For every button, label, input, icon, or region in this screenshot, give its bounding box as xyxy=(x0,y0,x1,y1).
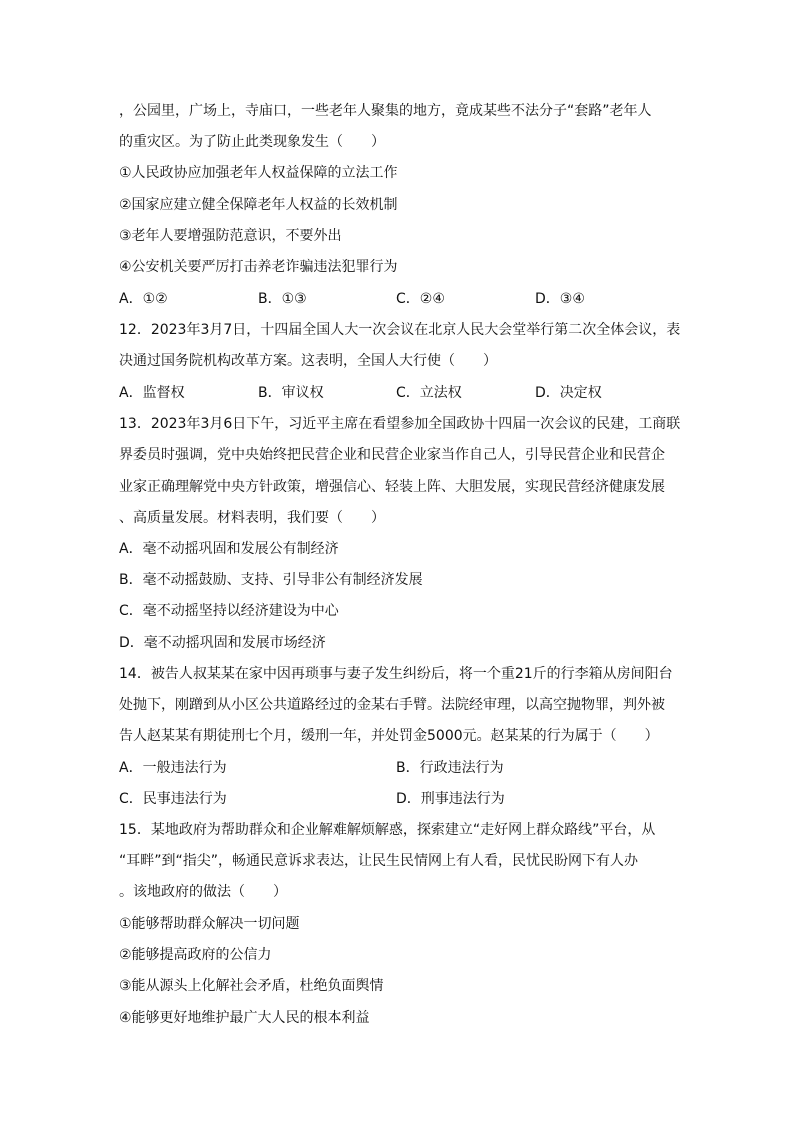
q14-stem-line-1: 14．被告人叔某某在家中因再琐事与妻子发生纠纷后，将一个重21斤的行李箱从房间阳台 xyxy=(119,666,673,682)
q14-option-c: C．民事违法行为 xyxy=(119,791,227,807)
q14-option-d: D．刑事违法行为 xyxy=(396,791,505,807)
q13-option-b: B．毫不动摇鼓励、支持、引导非公有制经济发展 xyxy=(119,572,423,588)
q11-stem-line-2: 的重灾区。为了防止此类现象发生（ ） xyxy=(119,134,385,150)
q14-option-b: B．行政违法行为 xyxy=(396,760,504,776)
q11-option-a: A．①② xyxy=(119,291,168,307)
q11-item-1: ①人民政协应加强老年人权益保障的立法工作 xyxy=(119,165,398,181)
q13-stem-line-3: 业家正确理解党中央方针政策，增强信心、轻装上阵、大胆发展，实现民营经济健康发展 xyxy=(119,479,665,495)
q12-option-a: A．监督权 xyxy=(119,385,185,401)
q11-stem-line-1: ，公园里，广场上，寺庙口，一些老年人聚集的地方，竟成某些不法分子“套路”老年人 xyxy=(119,103,652,119)
q12-option-d: D．决定权 xyxy=(535,385,602,401)
q11-option-b: B．①③ xyxy=(258,291,307,307)
q15-stem-line-1: 15．某地政府为帮助群众和企业解难解烦解惑，探索建立“走好网上群众路线”平台，从 xyxy=(119,822,656,838)
q15-item-2: ②能够提高政府的公信力 xyxy=(119,947,272,963)
q13-option-c: C．毫不动摇坚持以经济建设为中心 xyxy=(119,603,339,619)
q11-item-4: ④公安机关要严厉打击养老诈骗违法犯罪行为 xyxy=(119,259,398,275)
q13-option-a: A．毫不动摇巩固和发展公有制经济 xyxy=(119,541,339,557)
q11-option-d: D．③④ xyxy=(535,291,585,307)
q11-item-3: ③老年人要增强防范意识，不要外出 xyxy=(119,228,342,244)
q12-stem-line-2: 决通过国务院机构改革方案。这表明，全国人大行使（ ） xyxy=(119,353,497,369)
q14-option-a: A．一般违法行为 xyxy=(119,760,227,776)
q11-item-2: ②国家应建立健全保障老年人权益的长效机制 xyxy=(119,197,398,213)
q11-option-c: C．②④ xyxy=(396,291,445,307)
q15-item-1: ①能够帮助群众解决一切问题 xyxy=(119,916,300,932)
q13-stem-line-1: 13．2023年3月6日下午，习近平主席在看望参加全国政协十四届一次会议的民建，工商联 xyxy=(119,416,681,432)
q12-stem-line-1: 12．2023年3月7日，十四届全国人大一次会议在北京人民大会堂举行第二次全体会议，表 xyxy=(119,322,681,338)
q13-stem-line-2: 界委员时强调，党中央始终把民营企业和民营企业家当作自己人，引导民营企业和民营企 xyxy=(119,447,665,463)
q12-option-c: C．立法权 xyxy=(396,385,462,401)
q13-stem-line-4: 、高质量发展。材料表明，我们要（ ） xyxy=(119,510,385,526)
q12-option-b: B．审议权 xyxy=(258,385,324,401)
q15-item-3: ③能从源头上化解社会矛盾，杜绝负面舆情 xyxy=(119,978,384,994)
q15-stem-line-2: “耳畔”到“指尖”，畅通民意诉求表达，让民生民情网上有人看，民忧民盼网下有人办 xyxy=(119,853,639,869)
q13-option-d: D．毫不动摇巩固和发展市场经济 xyxy=(119,635,326,651)
q14-stem-line-3: 告人赵某某有期徒刑七个月，缓刑一年，并处罚金5000元。赵某某的行为属于（ ） xyxy=(119,728,659,744)
q15-stem-line-3: 。该地政府的做法（ ） xyxy=(119,884,287,900)
q15-item-4: ④能够更好地维护最广大人民的根本利益 xyxy=(119,1010,370,1026)
q14-stem-line-2: 处抛下，刚蹭到从小区公共道路经过的金某右手臂。法院经审理，以高空抛物罪，判外被 xyxy=(119,697,665,713)
